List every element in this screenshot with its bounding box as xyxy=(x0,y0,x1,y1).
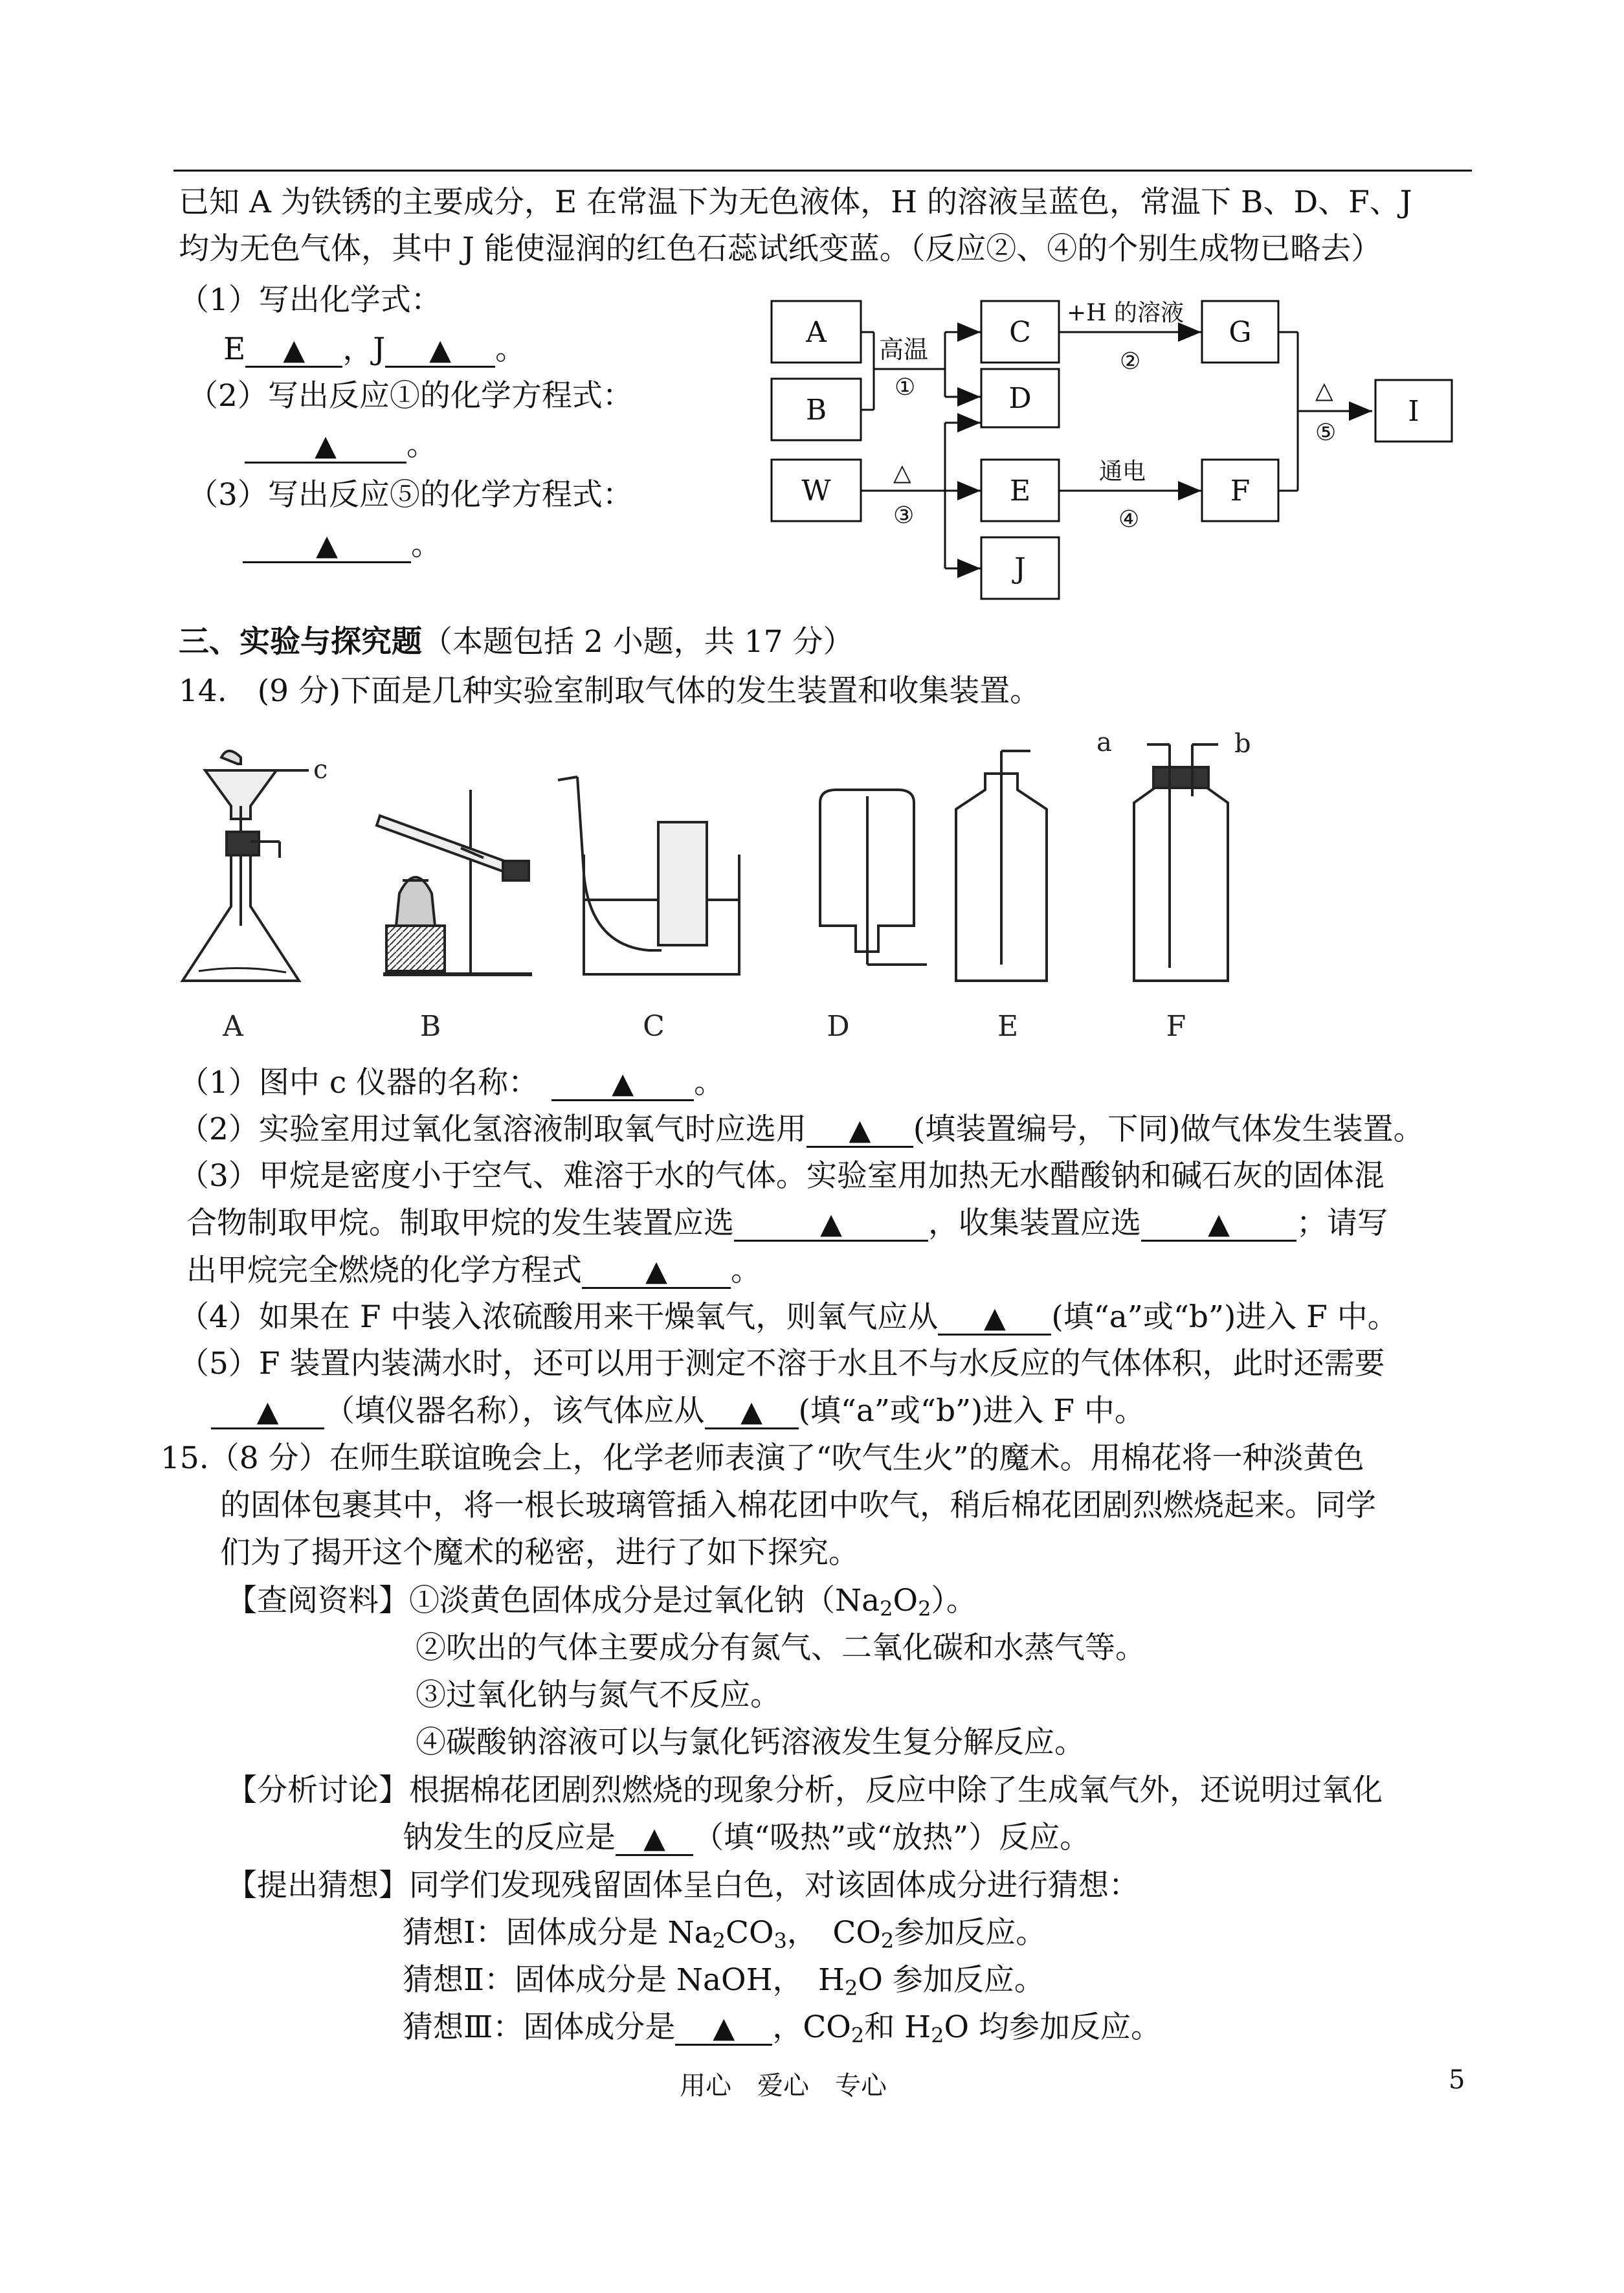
apparatus-label-d: D xyxy=(827,1010,850,1043)
apparatus-label-b: B xyxy=(419,1010,441,1043)
footer-motto: 用心 爱心 专心 xyxy=(680,2071,887,2101)
label-high-temp: 高温 xyxy=(879,335,929,364)
q15-guess-1: 猜想Ⅰ：固体成分是 $Na_2CO_3$， $CO_2$参加反应。 xyxy=(403,1915,1047,1953)
label-b-port: b xyxy=(1234,729,1251,759)
answer-blank-ch4-collector[interactable]: ▲ xyxy=(1141,1208,1296,1242)
box-w: W xyxy=(801,475,831,508)
apparatus-figure xyxy=(170,728,1309,1049)
box-e: E xyxy=(1009,475,1031,508)
q14-part3-line2: 合物制取甲烷。制取甲烷的发生装置应选 ▲ ，收集装置应选 ▲ ；请写 xyxy=(186,1205,1388,1241)
answer-blank-reaction1[interactable]: ▲ xyxy=(245,430,406,464)
q14-part3-line3: 出甲烷完全燃烧的化学方程式 ▲ 。 xyxy=(186,1253,761,1288)
q15-analysis-2: 钠发生的反应是 ▲ （填“吸热”或“放热”）反应。 xyxy=(403,1820,1091,1855)
answer-blank-ch4-combustion[interactable]: ▲ xyxy=(582,1255,731,1289)
label-heat-w: △ xyxy=(893,460,911,486)
label-reaction-4: ④ xyxy=(1118,506,1140,533)
answer-blank-reaction5[interactable]: ▲ xyxy=(243,530,411,563)
q13-part3: （3）写出反应⑤的化学方程式： xyxy=(188,477,633,513)
box-a: A xyxy=(806,316,827,349)
apparatus-label-a: A xyxy=(223,1010,243,1043)
answer-blank-e[interactable]: ▲ xyxy=(245,334,342,368)
apparatus-label-c: C xyxy=(643,1010,665,1043)
label-heat-i: △ xyxy=(1315,377,1333,404)
box-j: J xyxy=(1014,552,1026,585)
answer-blank-guess3[interactable]: ▲ xyxy=(675,2012,772,2046)
label-reaction-3: ③ xyxy=(893,502,915,529)
q13-part2-answer-line: ▲ 。 xyxy=(245,426,437,465)
answer-blank-c-name[interactable]: ▲ xyxy=(551,1068,694,1101)
reaction-flow-diagram xyxy=(757,291,1502,615)
q14-part5-line2: ▲ （填仪器名称），该气体应从 ▲ (填“a”或“b”)进入 F 中。 xyxy=(211,1392,1145,1431)
q14-part5-line1: （5）F 装置内装满水时，还可以用于测定不溶于水且不与水反应的气体体积，此时还需要 xyxy=(179,1346,1385,1381)
q15-line1: 15.（8 分）在师生联谊晚会上，化学老师表演了“吹气生火”的魔术。用棉花将一种淡黄色 xyxy=(161,1440,1364,1476)
q15-line2: 的固体包裹其中，将一根长玻璃管插入棉花团中吹气，稍后棉花团剧烈燃烧起来。同学 xyxy=(220,1488,1376,1523)
box-g: G xyxy=(1229,316,1252,349)
q13-part2: （2）写出反应①的化学方程式： xyxy=(188,378,633,414)
header-rule xyxy=(173,170,1472,172)
answer-blank-ch4-generator[interactable]: ▲ xyxy=(734,1208,928,1242)
answer-blank-gas-inlet[interactable]: ▲ xyxy=(705,1396,799,1429)
q13-part1-answer-line: E ▲ ，J ▲ 。 xyxy=(223,331,526,367)
box-i: I xyxy=(1408,395,1419,428)
q15-reference-3: ③过氧化钠与氮气不反应。 xyxy=(416,1677,781,1713)
q13-intro-line1: 已知 A 为铁锈的主要成分，E 在常温下为无色液体，H 的溶液呈蓝色，常温下 B、D、F、J xyxy=(179,185,1412,220)
q15-analysis-1: 【分析讨论】根据棉花团剧烈燃烧的现象分析，反应中除了生成氧气外，还说明过氧化 xyxy=(227,1773,1383,1808)
section-3-heading: 三、实验与探究题（本题包括 2 小题，共 17 分） xyxy=(179,624,854,660)
apparatus-label-f: F xyxy=(1166,1010,1186,1043)
answer-blank-j[interactable]: ▲ xyxy=(385,334,495,368)
q15-reference-4: ④碳酸钠溶液可以与氯化钙溶液发生复分解反应。 xyxy=(416,1725,1085,1760)
label-reaction-2: ② xyxy=(1120,348,1141,375)
q15-reference-1: 【查阅资料】①淡黄色固体成分是过氧化钠$(Na_2O_2)$。 xyxy=(227,1583,977,1621)
answer-blank-heat[interactable]: ▲ xyxy=(616,1822,693,1856)
label-h-solution: +H 的溶液 xyxy=(1067,300,1185,326)
q13-intro-line2: 均为无色气体，其中 J 能使湿润的红色石蕊试纸变蓝。（反应②、④的个别生成物已略去） xyxy=(179,231,1382,267)
label-electrify: 通电 xyxy=(1099,458,1146,485)
q14-part3-line1: （3）甲烷是密度小于空气、难溶于水的气体。实验室用加热无水醋酸钠和碱石灰的固体混 xyxy=(179,1158,1385,1194)
q15-guess-2: 猜想Ⅱ：固体成分是 NaOH， $H_2O$ 参加反应。 xyxy=(403,1962,1045,2000)
apparatus-label-e: E xyxy=(997,1010,1019,1043)
label-c-instrument: c xyxy=(313,755,328,785)
label-reaction-1: ① xyxy=(895,374,916,401)
label-a-port: a xyxy=(1096,728,1112,757)
box-f: F xyxy=(1230,475,1251,508)
answer-blank-o2-generator[interactable]: ▲ xyxy=(806,1114,913,1148)
q13-part3-answer-line: ▲ 。 xyxy=(243,526,441,565)
q14-part2: （2）实验室用过氧化氢溶液制取氧气时应选用 ▲ (填装置编号，下同)做气体发生装置。 xyxy=(179,1112,1424,1147)
answer-blank-o2-inlet[interactable]: ▲ xyxy=(938,1302,1051,1336)
box-b: B xyxy=(805,394,827,427)
q13-part1: （1）写出化学式： xyxy=(179,282,441,318)
q15-guess-intro: 【提出猜想】同学们发现残留固体呈白色，对该固体成分进行猜想： xyxy=(227,1868,1139,1903)
label-reaction-5: ⑤ xyxy=(1315,419,1337,446)
q15-reference-2: ②吹出的气体主要成分有氮气、二氧化碳和水蒸气等。 xyxy=(416,1630,1146,1666)
q15-line3: 们为了揭开这个魔术的秘密，进行了如下探究。 xyxy=(220,1535,859,1571)
box-d: D xyxy=(1008,382,1032,415)
q14-part1: （1）图中 c 仪器的名称： ▲ 。 xyxy=(179,1065,725,1101)
answer-blank-instrument[interactable]: ▲ xyxy=(211,1396,324,1429)
q14-part4: （4）如果在 F 中装入浓硫酸用来干燥氧气，则氧气应从 ▲ (填“a”或“b”)进入 F 中。 xyxy=(179,1299,1398,1335)
q14-stem: 14. (9 分)下面是几种实验室制取气体的发生装置和收集装置。 xyxy=(179,673,1041,709)
page-number: 5 xyxy=(1449,2065,1465,2095)
q15-guess-3: 猜想Ⅲ：固体成分是 ▲ ，$CO_2$和 $H_2O$ 均参加反应。 xyxy=(403,2009,1161,2048)
box-c: C xyxy=(1009,316,1031,349)
